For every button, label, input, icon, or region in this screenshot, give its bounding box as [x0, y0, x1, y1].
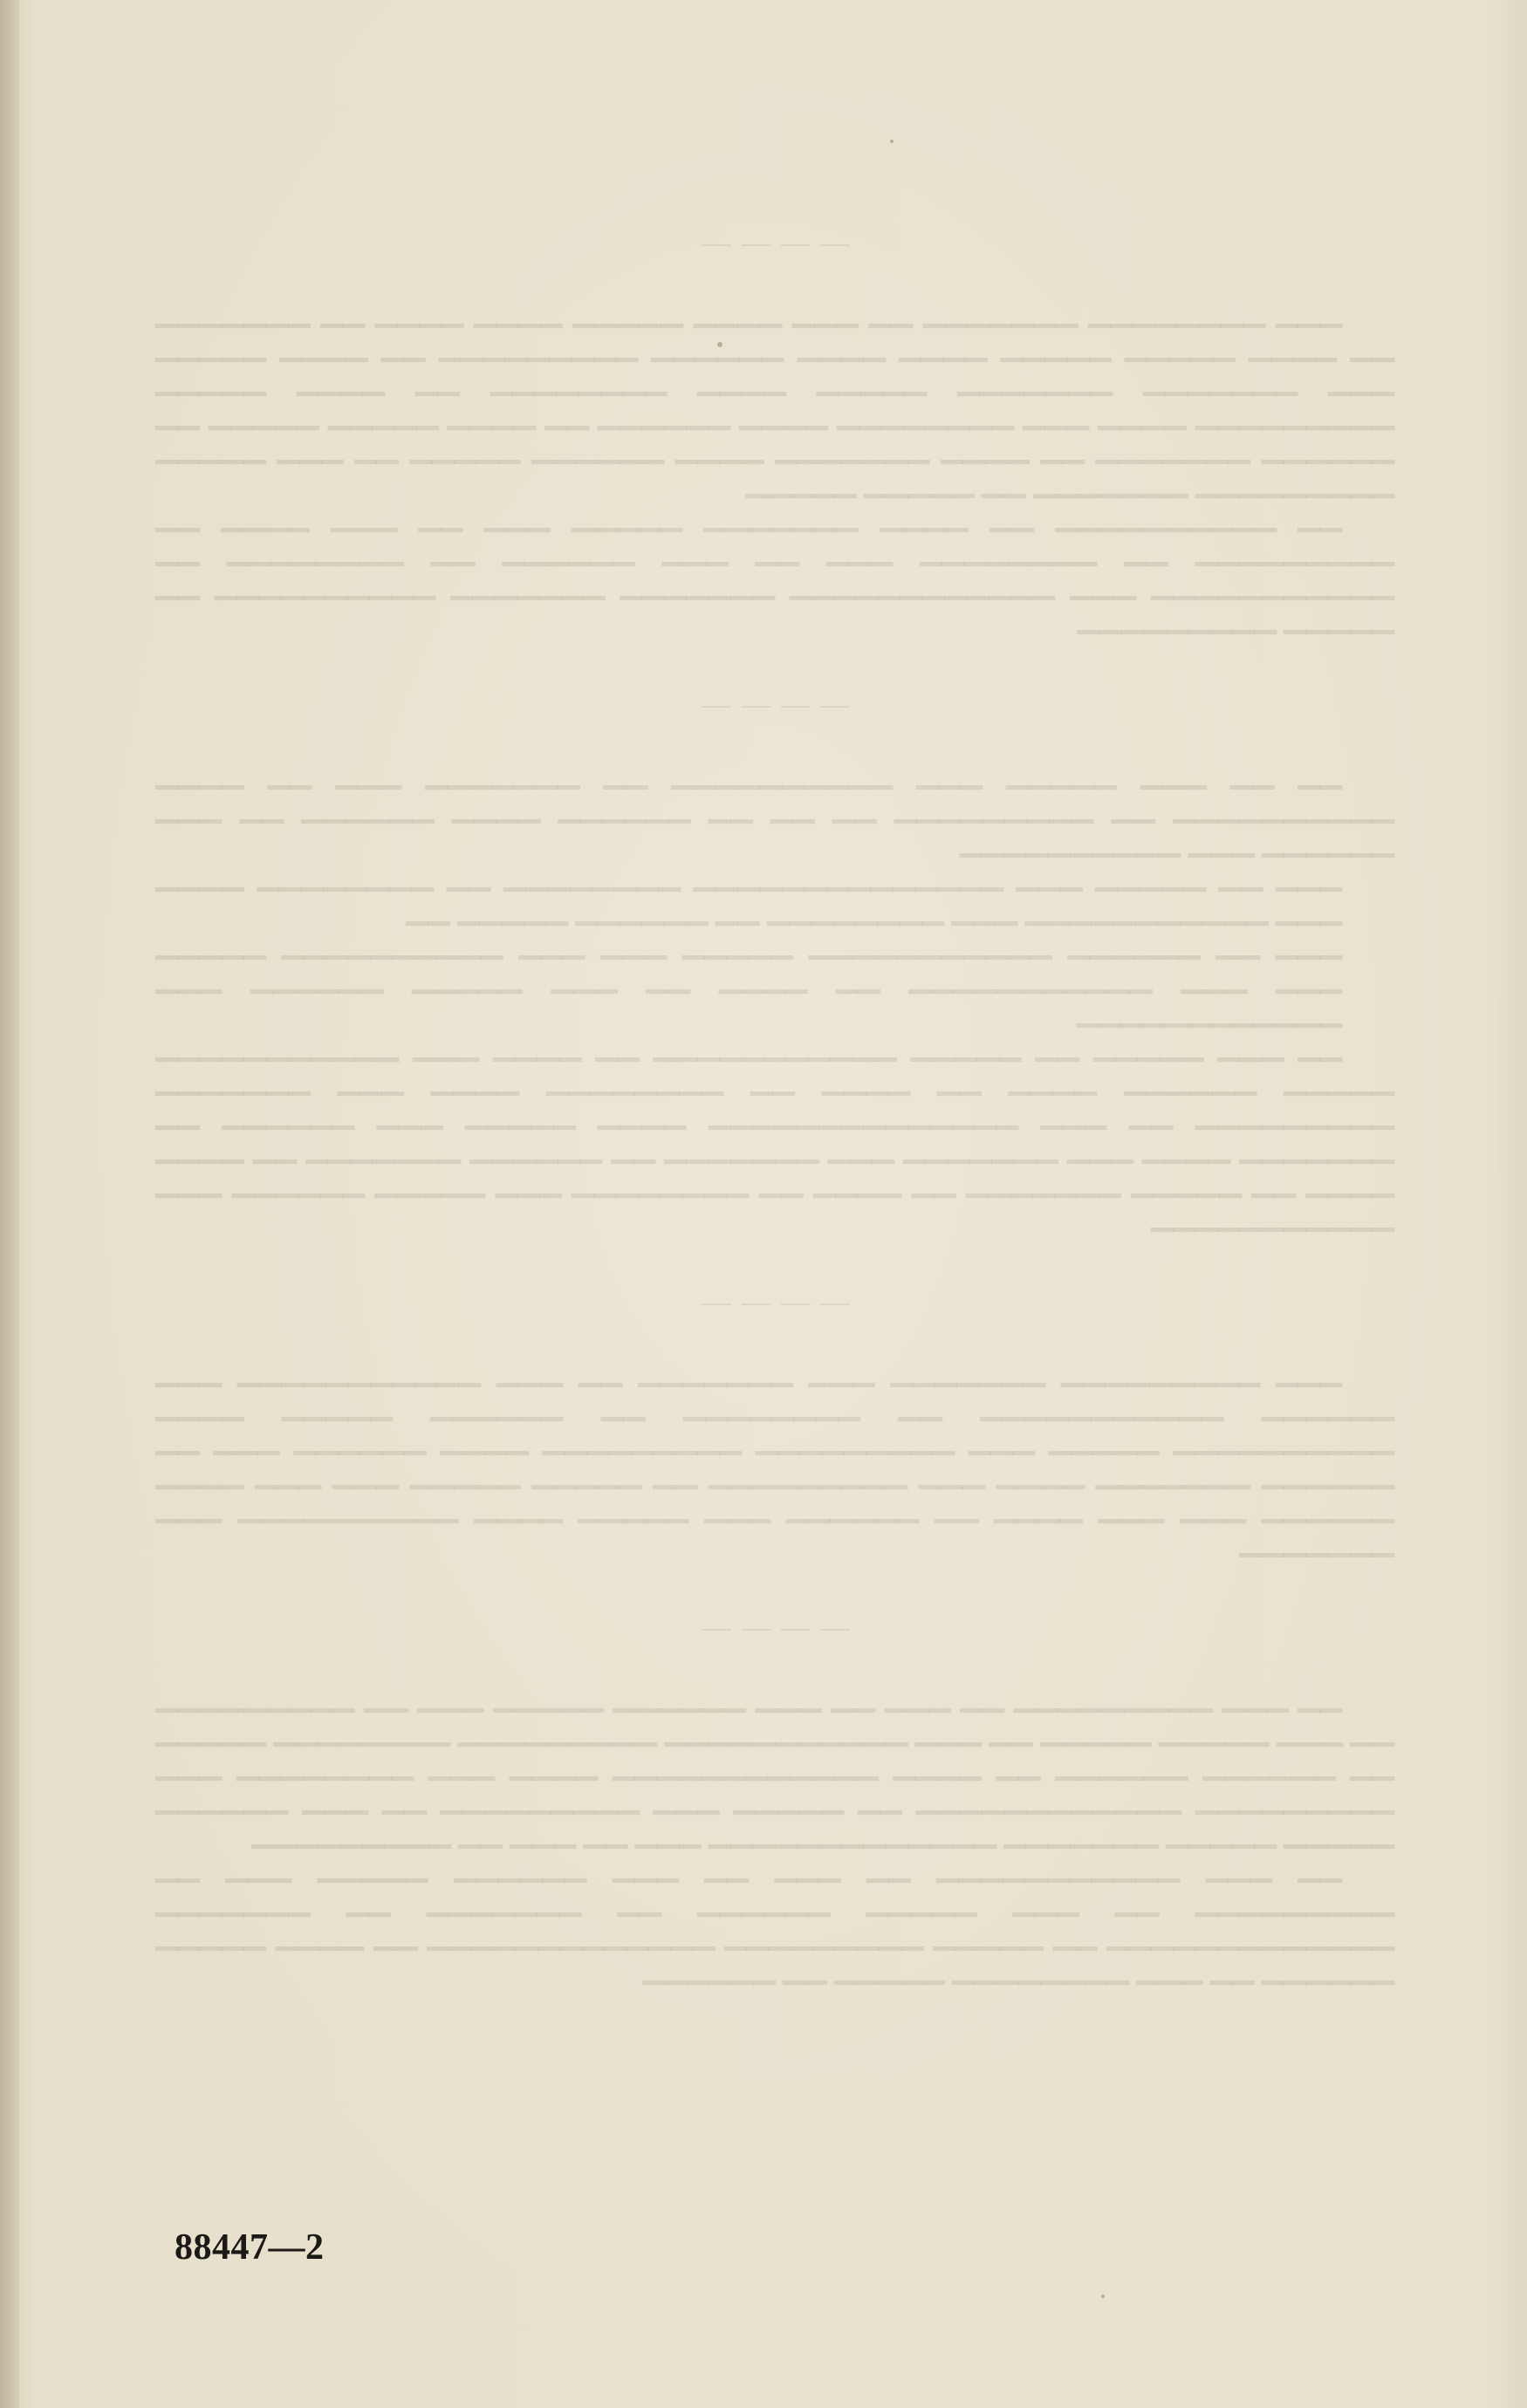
paper-speck [717, 342, 722, 347]
page-code: 88447—2 [175, 2227, 325, 2268]
paper-speck [1101, 2295, 1105, 2298]
paper-speck [890, 140, 894, 143]
binding-edge [0, 0, 19, 2408]
bleed-through-text: — — — — ▁▁▁ ▁▁▁▁▁▁▁▁ ▁▁▁▁▁▁▁ ▁▁ ▁▁▁ ▁▁▁▁ ▁▁▁▁▁ ▁▁▁▁ ▁▁▁▁ ▁▁ ▁▁▁▁▁▁▁ ▁▁ ▁▁▁▁ ▁▁▁▁▁ ▁▁▁▁▁ ▁▁▁▁ ▁▁▁▁ ▁▁▁▁▁▁ ▁▁▁▁▁▁▁▁▁ ▁▁ ▁▁▁▁ ▁▁▁▁▁ ▁▁▁ ▁▁▁▁▁▁▁ ▁▁▁▁▁▁▁ ▁▁▁▁▁ ▁▁▁▁ ▁▁▁▁▁▁▁▁ ▁▁ ▁▁▁▁ ▁▁▁▁▁ ▁▁▁▁▁▁▁▁▁ ▁▁▁▁ ▁▁▁ ▁▁▁▁▁▁▁▁ ▁▁▁▁ ▁▁▁▁▁▁ ▁▁ ▁▁▁▁ ▁▁▁▁▁ ▁▁▁▁▁ ▁▁ ▁▁▁▁▁▁ ▁▁▁▁▁▁▁ ▁▁ ▁▁▁▁ ▁▁▁▁▁▁▁ ▁▁▁▁ ▁▁▁▁▁▁ ▁▁▁▁▁ ▁▁ ▁▁▁ ▁▁▁▁▁ ▁▁▁▁▁▁▁▁▁ ▁▁▁▁▁▁▁ ▁▁ ▁▁▁▁▁ ▁▁▁▁▁ ▁▁ ▁▁▁▁▁▁▁▁▁▁ ▁▁ ▁▁▁▁ ▁▁▁▁▁▁▁ ▁▁▁▁▁ ▁▁▁ ▁▁ ▁▁▁ ▁▁▁▁ ▁▁ ▁▁▁▁▁▁▁▁▁ ▁▁ ▁▁▁▁▁▁▁▁ ▁▁▁ ▁▁ ▁▁▁ ▁▁▁▁▁▁ ▁▁ ▁▁▁▁▁▁▁▁ ▁▁ ▁▁▁▁▁▁▁▁▁▁▁ ▁▁▁ ▁▁▁▁▁▁▁▁▁▁▁▁ ▁▁▁▁▁▁▁ ▁▁▁▁▁▁▁ ▁▁▁▁▁▁▁▁▁▁ ▁▁ ▁▁▁▁▁ ▁▁▁▁▁▁▁▁▁ — — — — ▁▁ ▁▁ ▁▁▁ ▁▁▁▁▁ ▁▁▁ ▁▁▁▁▁▁▁▁▁▁ ▁▁ ▁▁▁▁▁▁▁ ▁▁▁ ▁▁ ▁▁▁▁ ▁▁▁▁▁▁▁▁▁▁ ▁▁ ▁▁▁▁▁▁▁▁▁ ▁▁ ▁▁ ▁▁ ▁▁▁▁▁▁ ▁▁▁▁ ▁▁▁▁▁▁ ▁▁ ▁▁▁ ▁▁▁▁▁▁ ▁▁▁ ▁▁▁▁▁▁▁▁▁▁ ▁▁▁ ▁▁ ▁▁▁▁▁ ▁▁▁ ▁▁▁▁▁▁▁▁▁▁▁▁▁▁ ▁▁▁▁▁▁▁▁ ▁▁ ▁▁▁▁▁▁▁▁ ▁▁▁▁ ▁▁▁ ▁▁▁▁▁▁▁▁▁▁▁ ▁▁▁ ▁▁▁▁▁▁▁▁ ▁▁ ▁▁▁▁▁▁ ▁▁▁▁▁ ▁▁ ▁▁▁ ▁▁ ▁▁▁▁▁▁ ▁▁▁▁▁▁▁▁▁▁▁ ▁▁▁▁▁ ▁▁▁ ▁▁▁ ▁▁▁▁▁▁▁▁▁▁ ▁▁▁▁▁ ▁▁▁ ▁▁▁ ▁▁▁▁▁▁▁▁▁▁▁ ▁▁ ▁▁▁▁ ▁▁ ▁▁▁ ▁▁▁▁▁ ▁▁▁▁▁▁ ▁▁▁ ▁▁▁▁▁▁▁▁▁▁▁▁ ▁▁ ▁▁▁ ▁▁▁▁▁ ▁▁ ▁▁▁▁▁ ▁▁▁▁▁▁▁▁▁▁▁ ▁▁ ▁▁▁▁ ▁▁▁ ▁▁▁▁▁▁▁▁▁▁▁ ▁▁▁▁▁ ▁▁▁▁▁▁ ▁▁▁▁ ▁▁ ▁▁▁▁ ▁▁ ▁▁▁▁▁▁▁▁ ▁▁▁▁ ▁▁▁ ▁▁▁▁▁▁▁ ▁▁▁▁▁▁▁▁▁ ▁▁ ▁▁▁ ▁▁▁▁▁▁▁▁▁▁▁▁▁▁ ▁▁▁▁ ▁▁▁▁▁ ▁▁▁ ▁▁▁▁▁▁ ▁▁ ▁▁▁▁▁▁▁ ▁▁▁▁ ▁▁▁ ▁▁▁▁▁▁▁ ▁▁▁ ▁▁▁▁▁▁▁ ▁▁ ▁▁▁▁▁▁ ▁▁▁▁▁▁▁ ▁▁ ▁▁▁▁ ▁▁▁▁ ▁▁ ▁▁▁▁▁ ▁▁▁▁▁▁▁ ▁▁ ▁▁▁▁ ▁▁ ▁▁▁▁▁▁▁▁ ▁▁▁ ▁▁▁▁▁ ▁▁▁▁▁▁ ▁▁▁ ▁▁▁▁▁▁▁▁▁▁▁ — — — — ▁▁▁ ▁▁▁▁▁▁▁▁▁ ▁▁▁▁▁▁▁ ▁▁▁ ▁▁▁▁▁▁▁ ▁▁ ▁▁▁ ▁▁▁▁▁▁▁▁▁▁▁ ▁▁▁ ▁▁▁▁▁▁ ▁▁▁▁▁▁▁▁▁▁▁ ▁▁ ▁▁▁▁▁▁▁▁ ▁▁ ▁▁▁▁▁▁ ▁▁▁▁▁ ▁▁▁▁ ▁▁▁▁▁▁▁▁▁▁ ▁▁▁▁▁ ▁▁▁ ▁▁▁▁▁▁▁▁▁ ▁▁▁▁▁▁▁▁▁ ▁▁▁▁ ▁▁▁▁▁▁ ▁▁▁ ▁▁ ▁▁▁▁▁▁ ▁▁▁▁▁▁▁ ▁▁▁▁ ▁▁▁ ▁▁▁▁▁▁▁▁▁ ▁▁ ▁▁▁▁▁ ▁▁▁▁▁ ▁▁▁ ▁▁▁ ▁▁▁▁ ▁▁▁▁▁▁ ▁▁▁ ▁▁▁ ▁▁▁▁ ▁▁ ▁▁▁▁▁▁ ▁▁▁ ▁▁▁▁▁ ▁▁▁▁ ▁▁▁▁▁▁▁▁▁▁ ▁▁▁ ▁▁▁▁▁▁▁ — — — — ▁▁ ▁▁▁ ▁▁▁▁▁▁▁▁▁ ▁▁ ▁▁▁ ▁▁ ▁▁▁ ▁▁▁▁▁▁ ▁▁▁▁▁ ▁▁▁ ▁▁ ▁▁▁▁▁▁▁▁▁ ▁▁ ▁▁▁ ▁▁▁▁▁ ▁▁▁▁▁ ▁▁ ▁▁▁ ▁▁▁▁▁▁▁▁▁▁▁ ▁▁▁▁▁▁▁▁▁ ▁▁▁▁▁▁▁▁ ▁▁▁▁▁ ▁▁ ▁▁▁▁▁▁ ▁▁▁▁▁▁ ▁▁ ▁▁▁▁ ▁▁▁▁▁▁▁▁▁▁▁▁ ▁▁▁▁ ▁▁▁ ▁▁▁▁▁▁▁▁ ▁▁▁ ▁▁▁▁▁▁▁▁▁ ▁▁▁▁▁▁▁▁▁▁▁▁ ▁▁ ▁▁▁▁▁ ▁▁▁ ▁▁▁▁▁▁▁▁▁ ▁▁ ▁▁▁ ▁▁▁▁▁▁ ▁▁▁▁▁ ▁▁▁▁▁ ▁▁▁▁▁▁▁ ▁▁▁▁▁▁▁▁▁▁▁▁▁ ▁▁▁ ▁▁ ▁▁▁ ▁▁ ▁▁▁▁▁▁▁▁▁ ▁▁ ▁▁▁ ▁▁▁▁▁▁▁▁▁▁▁ ▁▁ ▁▁▁ ▁▁ ▁▁▁ ▁▁▁▁▁▁ ▁▁▁▁▁ ▁▁▁ ▁▁ ▁▁▁▁▁▁▁▁▁ ▁▁ ▁▁▁ ▁▁▁▁▁ ▁▁▁▁▁▁ ▁▁ ▁▁▁▁▁▁▁ ▁▁ ▁▁▁▁▁▁▁ ▁▁▁▁▁▁▁▁▁▁▁▁▁ ▁▁ ▁▁▁▁▁ ▁▁▁▁▁▁▁▁▁ ▁▁▁▁▁▁▁▁▁▁▁▁▁ ▁▁ ▁▁▁▁ ▁▁▁▁▁ ▁▁▁▁▁▁ ▁▁ ▁▁▁ ▁▁▁▁▁▁▁▁ ▁▁▁▁▁ ▁▁ ▁▁▁▁▁▁ [155, 228, 1394, 1985]
